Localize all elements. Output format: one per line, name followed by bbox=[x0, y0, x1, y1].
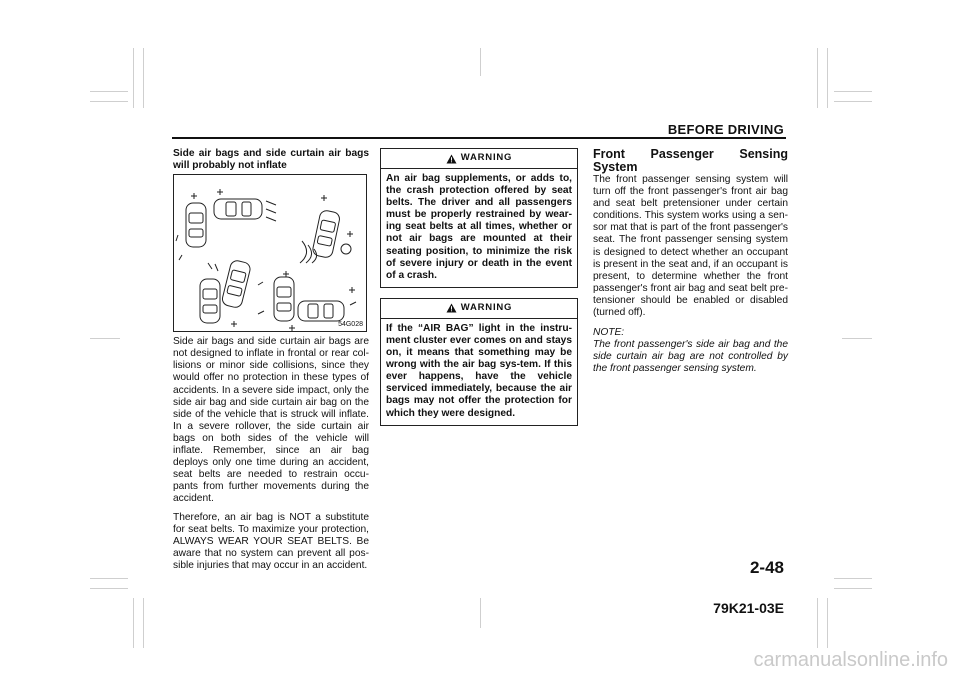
crop-mark bbox=[827, 48, 828, 108]
crop-mark bbox=[143, 598, 144, 648]
crop-mark bbox=[842, 338, 872, 339]
crop-mark bbox=[834, 578, 872, 579]
warning-triangle-icon bbox=[446, 303, 457, 313]
warning-box bbox=[380, 298, 578, 426]
collision-illustration bbox=[173, 174, 367, 332]
crop-mark bbox=[817, 598, 818, 648]
section-heading: Front Passenger Sensing System bbox=[593, 147, 788, 174]
crop-mark bbox=[834, 588, 872, 589]
warning-header bbox=[381, 299, 577, 319]
crop-mark bbox=[817, 48, 818, 108]
warning-label: WARNING bbox=[460, 152, 513, 164]
crop-mark bbox=[827, 598, 828, 648]
note-text: The front passenger's side air bag and the side curtain air bag are not controlled by the front passenger sensing system. bbox=[593, 339, 788, 375]
crop-mark bbox=[90, 101, 128, 102]
figure-code: 54G028 bbox=[338, 321, 363, 329]
crop-mark bbox=[133, 48, 134, 108]
crop-mark bbox=[480, 598, 481, 628]
crop-mark bbox=[90, 588, 128, 589]
crop-mark bbox=[834, 101, 872, 102]
section-title: BEFORE DRIVING bbox=[667, 122, 784, 137]
warning-label: WARNING bbox=[460, 302, 513, 314]
right-column bbox=[593, 148, 788, 376]
crop-mark bbox=[480, 48, 481, 76]
warning-box bbox=[380, 148, 578, 288]
warning-text: If the “AIR BAG” light in the instru-ment cluster ever comes on and stays on, it means that something may be wrong with the air bag sys-tem. If this ever happens, have the vehicle serviced immediately, because the air bags may not offer the protection for which they were designed. bbox=[386, 322, 572, 419]
body-paragraph: Therefore, an air bag is NOT a substitute for seat belts. To maximize your protection, ALWAYS WEAR YOUR SEAT BELTS. Be aware that no system can prevent all pos-sible injuries that may occur in an accident. bbox=[173, 511, 369, 571]
body-paragraph: Side air bags and side curtain air bags are not designed to inflate in frontal or rear col-lisions or minor side collisions, since they would offer no protection in these types of accidents. In a severe side impact, only the side air bag and side curtain air bag on the side of the vehicle that is struck will inflate. In a severe rollover, the side curtain air bags on both sides of the vehicle will inflate. Remember, since an air bag deploys only one time during an accident, seat belts are needed to restrain occu-pants from further movements during the accident. bbox=[173, 336, 369, 505]
body-paragraph: The front passenger sensing system will turn off the front passenger's front air bag and seat belt pretensioner under certain conditions. This system works using a sen-sor mat that is part of the front passenger's seat. The front passenger sensing system is designed to detect whether an occupant is present in the seat and, if an occupant is present, to determine whether the front passenger's front air bag and seat belt pre-tensioner should be enabled or disabled (turned off). bbox=[593, 174, 788, 319]
header-rule bbox=[172, 137, 786, 139]
warning-header bbox=[381, 149, 577, 169]
collision-diagram bbox=[174, 175, 368, 333]
warning-column bbox=[380, 148, 578, 436]
crop-mark bbox=[90, 91, 128, 92]
page-number: 2-48 bbox=[749, 558, 784, 577]
subsection-heading: Side air bags and side curtain air bags will probably not inflate bbox=[173, 148, 369, 172]
crop-mark bbox=[90, 338, 120, 339]
crop-mark bbox=[90, 578, 128, 579]
note-label: NOTE: bbox=[593, 327, 625, 339]
crop-mark bbox=[834, 91, 872, 92]
crop-mark bbox=[143, 48, 144, 108]
warning-text: An air bag supplements, or adds to, the crash protection offered by seat belts. The driver and all passengers must be properly restrained by wear-ing seat belts at all times, whether or not air bags are mounted at their seating position, to minimize the risk of severe injury or death in the event of a crash. bbox=[386, 173, 572, 281]
crop-mark bbox=[133, 598, 134, 648]
manual-code: 79K21-03E bbox=[713, 600, 784, 616]
watermark: carmanualsonline.info bbox=[753, 649, 948, 671]
left-column bbox=[173, 148, 369, 578]
warning-triangle-icon bbox=[446, 154, 457, 164]
